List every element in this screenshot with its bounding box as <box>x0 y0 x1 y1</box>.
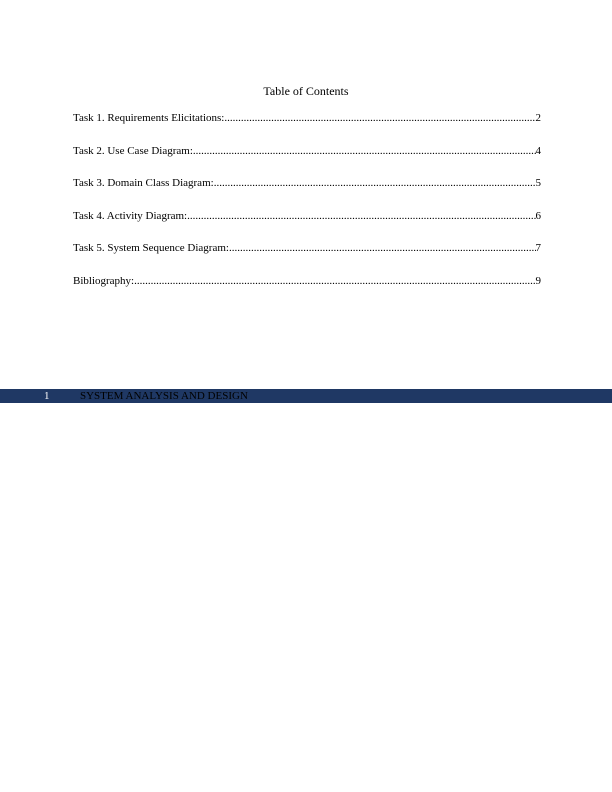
toc-list <box>73 111 541 307</box>
toc-dot-leader <box>224 111 535 125</box>
toc-entry-task-1[interactable] <box>73 111 541 144</box>
toc-entry-text: Task 3. Domain Class Diagram: <box>73 177 214 190</box>
toc-dot-leader <box>187 209 535 223</box>
toc-entry-task-2[interactable] <box>73 144 541 177</box>
toc-entry-text: Task 4. Activity Diagram: <box>73 209 188 222</box>
toc-entry-task-3[interactable] <box>73 176 541 209</box>
toc-entry-page: 6 <box>535 209 541 222</box>
toc-entry-text: Task 1. Requirements Elicitations: <box>73 112 225 124</box>
toc-entry-page: 4 <box>535 144 541 157</box>
toc-dot-leader <box>193 144 536 158</box>
toc-entry-page: 9 <box>535 274 541 287</box>
toc-entry-text: Task 2. Use Case Diagram: <box>73 144 193 157</box>
footer-page-number: 1 <box>44 390 50 402</box>
toc-title: Table of Contents <box>263 84 349 98</box>
toc-entry-page: 7 <box>535 242 541 255</box>
toc-entry-bibliography[interactable] <box>73 274 541 307</box>
toc-entry-text: Task 5. System Sequence Diagram: <box>73 242 229 255</box>
toc-entry-page: 2 <box>535 112 541 124</box>
toc-dot-leader <box>214 176 536 190</box>
toc-dot-leader <box>134 274 535 288</box>
footer-running-title: SYSTEM ANALYSIS AND DESIGN <box>80 390 248 402</box>
footer-bar <box>0 389 612 403</box>
toc-entry-task-5[interactable] <box>73 241 541 274</box>
toc-entry-page: 5 <box>535 177 541 190</box>
toc-entry-text: Bibliography: <box>73 274 135 287</box>
toc-dot-leader <box>229 241 536 255</box>
toc-entry-task-4[interactable] <box>73 209 541 242</box>
